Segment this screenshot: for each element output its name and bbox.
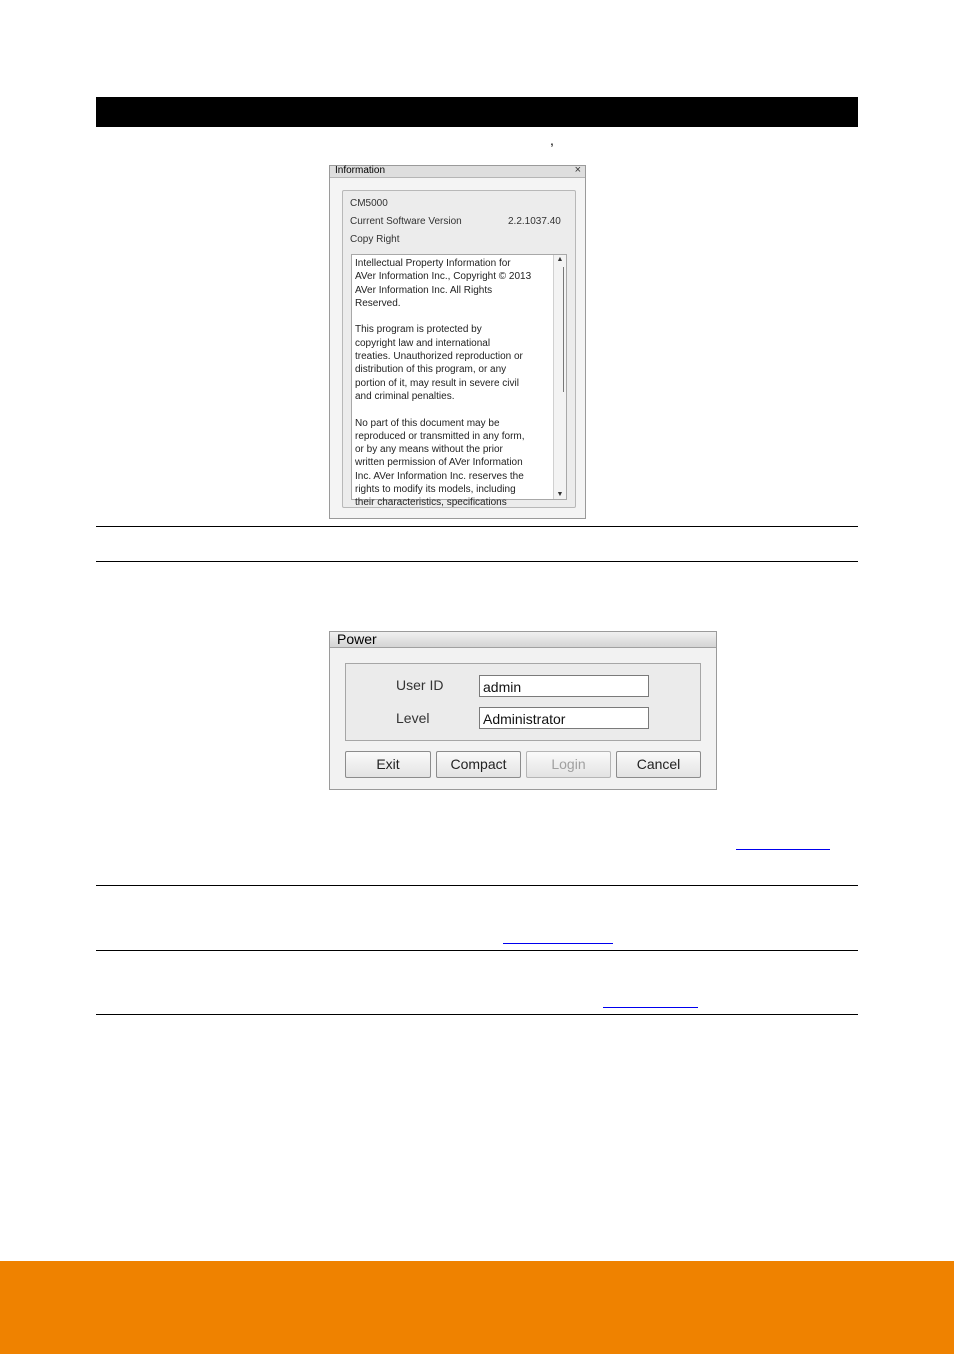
scroll-down-icon[interactable]: ▼ <box>556 491 564 498</box>
hyperlink[interactable] <box>603 1007 698 1008</box>
table-divider <box>96 950 858 951</box>
user-id-field[interactable]: admin <box>479 675 649 697</box>
version-label: Current Software Version <box>350 216 462 227</box>
copyright-label: Copy Right <box>350 234 400 245</box>
user-info-group <box>345 663 701 741</box>
hyperlink[interactable] <box>736 849 830 850</box>
close-icon[interactable]: × <box>574 164 581 176</box>
copyright-text: Intellectual Property Information for AVer Information Inc., Copyright © 2013 AVer Information Inc. All Rights Reserved. This program is protected by copyright law and international treaties. Unauthorized reproduction or distribution of this program, or any portion of it, may result in severe civil and criminal penalties. No part of this document may be reproduced or transmitted in any form, or by any means without the prior written permission of AVer Information Inc. AVer Information Inc. reserves the rights to modify its models, including their characteristics, specifications <box>355 258 532 509</box>
product-name: CM5000 <box>350 198 388 209</box>
cancel-button[interactable]: Cancel <box>616 751 701 778</box>
user-id-label: User ID <box>396 677 444 693</box>
power-dialog-title: Power <box>337 631 377 647</box>
scrollbar-thumb[interactable] <box>557 267 564 392</box>
copyright-textbox[interactable] <box>351 254 567 509</box>
version-value: 2.2.1037.40 <box>508 216 561 227</box>
vertical-scrollbar[interactable] <box>553 255 566 499</box>
login-button[interactable]: Login <box>526 751 611 778</box>
compact-button[interactable]: Compact <box>436 751 521 778</box>
table-divider <box>96 561 858 562</box>
text-mark: , <box>550 132 554 148</box>
table-divider <box>96 526 858 527</box>
table-header-bar <box>96 97 858 127</box>
scroll-up-icon[interactable]: ▲ <box>556 256 564 263</box>
power-dialog-titlebar <box>330 632 716 648</box>
information-dialog-titlebar <box>330 166 585 178</box>
exit-button[interactable]: Exit <box>345 751 431 778</box>
information-dialog-title: Information <box>335 165 386 176</box>
level-field[interactable]: Administrator <box>479 707 649 729</box>
power-dialog <box>329 631 717 790</box>
table-divider <box>96 885 858 886</box>
hyperlink[interactable] <box>503 943 613 944</box>
footer-bar <box>0 1261 954 1354</box>
table-divider <box>96 1014 858 1015</box>
information-dialog <box>329 165 586 519</box>
information-panel <box>342 190 576 508</box>
level-label: Level <box>396 710 430 726</box>
